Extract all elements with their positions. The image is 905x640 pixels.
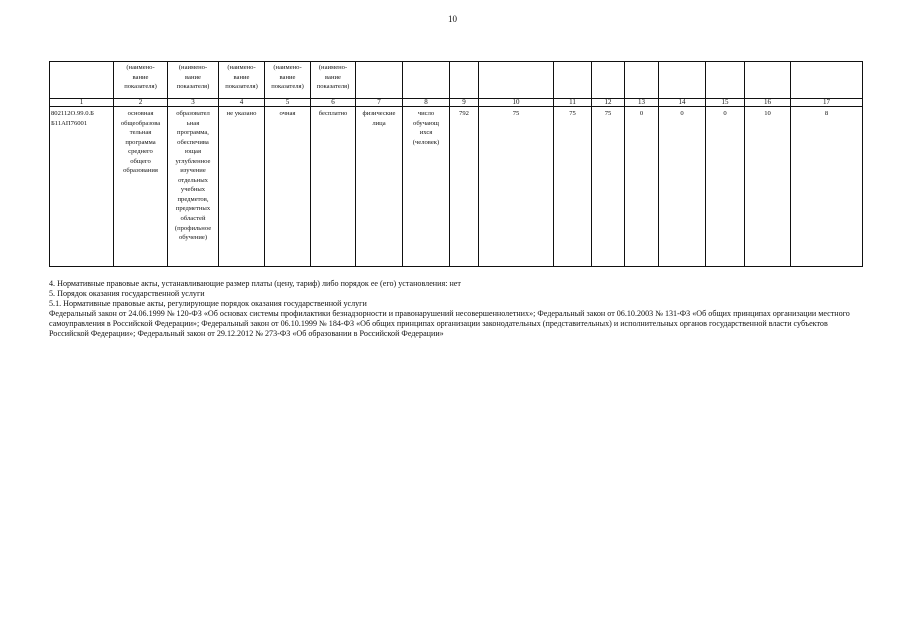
registry-code-cell: 802112О.99.0.Б Б11АП76001 [50,107,114,267]
value-cell: 75 [554,107,592,267]
paragraph-payment-acts: 4. Нормативные правовые акты, устанавливающие размер платы (цену, тариф) либо порядок ее (его) установления: нет [49,279,461,288]
value-cell: 8 [791,107,863,267]
header-cell-empty [659,62,706,99]
column-number: 13 [625,99,659,107]
header-cell-empty [50,62,114,99]
header-cell-empty [554,62,592,99]
column-number: 8 [403,99,450,107]
header-cell-empty [479,62,554,99]
column-number: 11 [554,99,592,107]
indicator-name-label: (наимено- вание показателя) [168,62,219,99]
document-text [49,279,861,339]
service-indicators-table [49,61,863,267]
column-number: 16 [745,99,791,107]
column-number: 14 [659,99,706,107]
column-number: 4 [219,99,265,107]
payment-cell: бесплатно [311,107,356,267]
header-cell-empty [706,62,745,99]
column-number: 12 [592,99,625,107]
value-cell: 0 [625,107,659,267]
header-cell-empty [745,62,791,99]
header-cell-empty [403,62,450,99]
column-number: 15 [706,99,745,107]
header-cell-empty [356,62,403,99]
indicator-name-label: (наимено- вание показателя) [265,62,311,99]
value-cell: 0 [706,107,745,267]
indicator-name-label: (наимено- вание показателя) [219,62,265,99]
form-cell: очная [265,107,311,267]
column-number-row [50,99,863,107]
indicator-name-label: (наимено- вание показателя) [311,62,356,99]
consumers-cell: физические лица [356,107,403,267]
program-type-cell: образовател ьная программа, обеспечива ющая углубленное изучение отдельных учебных предметов, предметных областей (профильное обучение) [168,107,219,267]
value-cell: 792 [450,107,479,267]
category-cell: не указано [219,107,265,267]
value-cell: 75 [479,107,554,267]
program-cell: основная общеобразова тельная программа среднего общего образования [114,107,168,267]
column-number: 3 [168,99,219,107]
header-cell-empty [450,62,479,99]
header-cell-empty [791,62,863,99]
paragraph-service-order: 5. Порядок оказания государственной услуги [49,289,205,298]
table-row [50,107,863,267]
value-cell: 0 [659,107,706,267]
column-number: 2 [114,99,168,107]
paragraph-federal-laws: Федеральный закон от 24.06.1999 № 120-ФЗ «Об основах системы профилактики безнадзорности и правонарушений несовершеннолетних»; Федеральный закон от 06.10.2003 № 131-ФЗ «Об общих принципах организации местного самоуправления в Российской Федерации»; Федеральный закон от 06.10.1999 № 184-ФЗ «Об общих принципах организации законодательных (представительных) и исполнительных органов государственной власти субъектов Российской Федерации»; Федеральный закон от 29.12.2012 № 273-ФЗ «Об образовании в Российской Федерации» [49,309,850,338]
column-number: 7 [356,99,403,107]
indicator-cell: число обучающ ихся (человек) [403,107,450,267]
column-number: 6 [311,99,356,107]
header-cell-empty [625,62,659,99]
column-number: 17 [791,99,863,107]
column-number: 5 [265,99,311,107]
page-number: 10 [448,14,457,24]
value-cell: 10 [745,107,791,267]
column-number: 1 [50,99,114,107]
paragraph-regulating-acts: 5.1. Нормативные правовые акты, регулирующие порядок оказания государственной услуги [49,299,367,308]
header-cell-empty [592,62,625,99]
column-number: 10 [479,99,554,107]
column-number: 9 [450,99,479,107]
indicator-name-row [50,62,863,99]
value-cell: 75 [592,107,625,267]
indicator-name-label: (наимено- вание показателя) [114,62,168,99]
